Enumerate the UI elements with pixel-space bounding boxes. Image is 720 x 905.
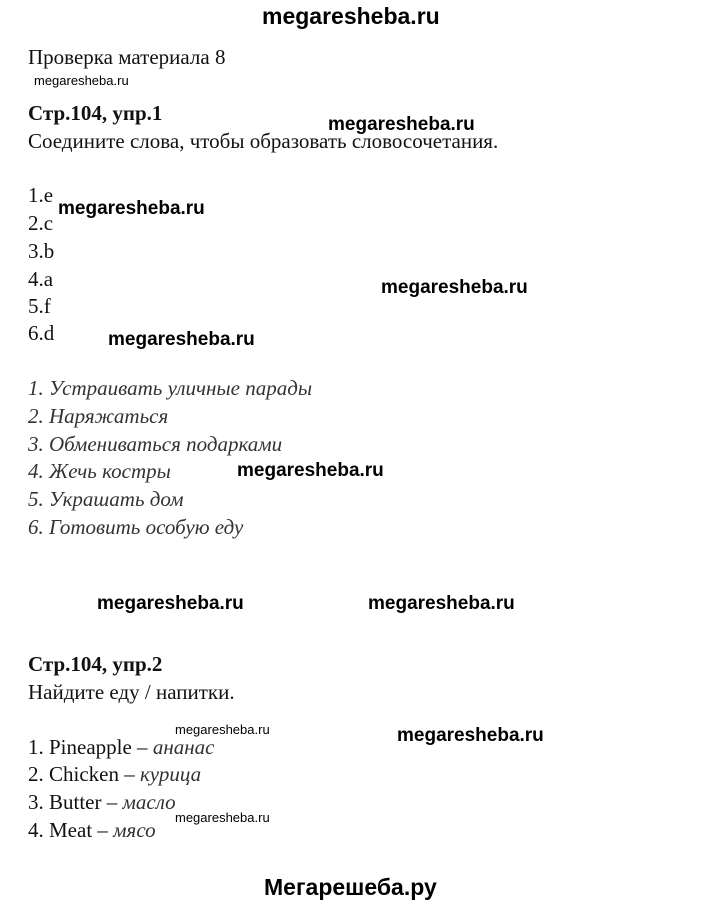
food-item-en: 4. Meat – <box>28 818 114 842</box>
watermark-bold: megaresheba.ru <box>328 114 475 135</box>
header-watermark: megaresheba.ru <box>262 3 440 29</box>
food-item-ru: мясо <box>113 818 156 842</box>
watermark-bold: megaresheba.ru <box>97 593 244 614</box>
translation-4: 4. Жечь костры <box>28 459 171 483</box>
answer-4: 4.a <box>28 267 54 291</box>
food-item-en: 2. Chicken – <box>28 762 140 786</box>
food-item-1 <box>28 737 214 758</box>
answer-1: 1.e <box>28 183 54 207</box>
watermark-bold: megaresheba.ru <box>368 593 515 614</box>
exercise2-instruction: Найдите еду / напитки. <box>28 680 235 704</box>
translation-6: 6. Готовить особую еду <box>28 515 244 539</box>
food-item-ru: масло <box>122 790 176 814</box>
answer-3: 3.b <box>28 239 55 263</box>
watermark-bold: megaresheba.ru <box>58 198 205 219</box>
footer-watermark: Мегарешеба.ру <box>264 874 437 900</box>
answer-6: 6.d <box>28 321 55 345</box>
food-item-2 <box>28 764 201 785</box>
food-item-3 <box>28 792 176 813</box>
food-item-ru: ананас <box>152 735 215 759</box>
exercise1-instruction: Соедините слова, чтобы образовать словосочетания. <box>28 129 499 153</box>
food-item-4 <box>28 820 156 841</box>
translation-5: 5. Украшать дом <box>28 487 184 511</box>
translation-3: 3. Обмениваться подарками <box>28 432 283 456</box>
exercise2-heading: Стр.104, упр.2 <box>28 652 163 676</box>
watermark-small: megaresheba.ru <box>175 722 270 737</box>
watermark-small: megaresheba.ru <box>175 810 270 825</box>
translation-2: 2. Наряжаться <box>28 404 169 428</box>
food-item-en: 1. Pineapple – <box>28 735 153 759</box>
exercise1-heading: Стр.104, упр.1 <box>28 101 163 125</box>
watermark-bold: megaresheba.ru <box>108 329 255 350</box>
watermark-bold: megaresheba.ru <box>237 460 384 481</box>
watermark-bold: megaresheba.ru <box>397 725 544 746</box>
watermark-bold: megaresheba.ru <box>381 277 528 298</box>
answer-5: 5.f <box>28 294 51 318</box>
watermark-small: megaresheba.ru <box>34 73 129 88</box>
answer-2: 2.c <box>28 211 54 235</box>
food-item-ru: курица <box>139 762 202 786</box>
food-item-en: 3. Butter – <box>28 790 123 814</box>
page-title: Проверка материала 8 <box>28 45 226 69</box>
translation-1: 1. Устраивать уличные парады <box>28 376 313 400</box>
